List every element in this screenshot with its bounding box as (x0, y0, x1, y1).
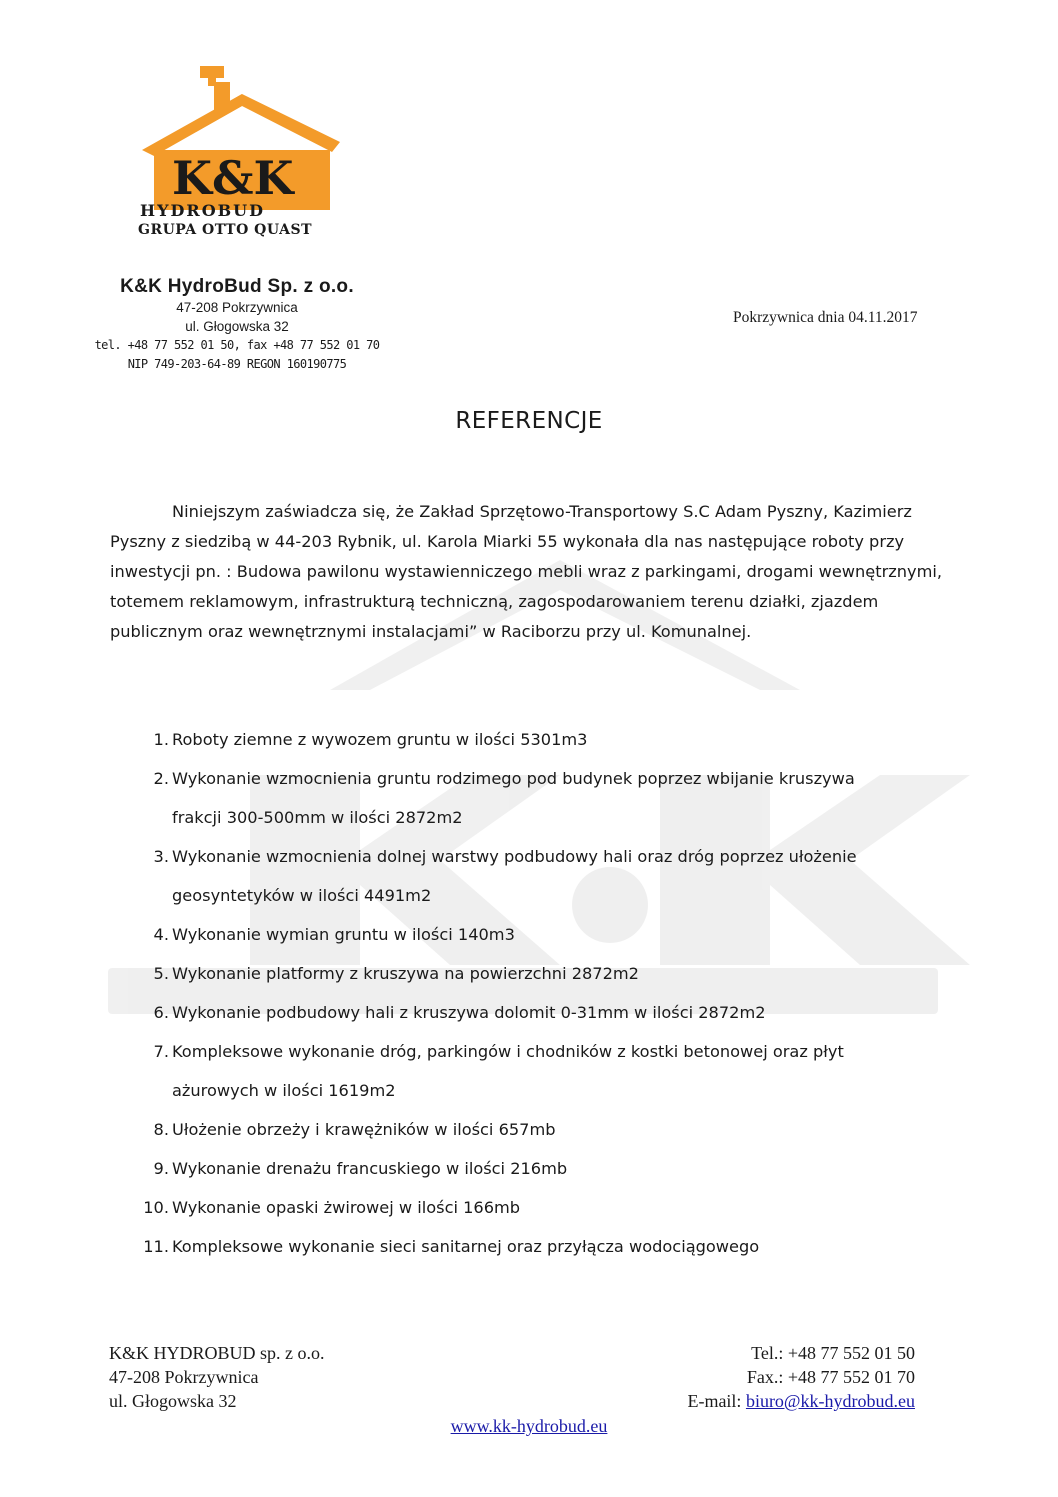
intro-paragraph (110, 497, 950, 647)
list-item: 10. Wykonanie opaski żwirowej w ilości 166mb (143, 1198, 521, 1217)
footer-website (0, 1416, 1058, 1437)
company-logo (130, 62, 380, 242)
sender-ids: NIP 749-203-64-89 REGON 160190775 (127, 357, 347, 371)
works-list (110, 720, 950, 1266)
logo-brand: HYDROBUD (140, 201, 265, 220)
intro-text: Niniejszym zaświadcza się, że Zakład Sprzętowo-Transportowy S.C Adam Pyszny, Kazimierz Pyszny z siedzibą w 44-203 Rybnik, ul. Karola Miarki 55 wykonała dla nas następujące roboty przy inwestycji pn. : Budowa pawilonu wystawienniczego mebli wraz z parkingami, drogami wewnętrznymi, totemem reklamowym, infrastrukturą techniczną, zagospodarowaniem terenu działki, zjazdem publicznym oraz wewnętrznymi instalacjami” w Raciborzu przy ul. Komunalnej. (110, 502, 943, 641)
email-link[interactable]: biuro@kk-hydrobud.eu (745, 1391, 915, 1411)
footer-contact (687, 1341, 915, 1413)
website-link[interactable]: www.kk-hydrobud.eu (450, 1416, 608, 1436)
sender-phones: tel. +48 77 552 01 50, fax +48 77 552 01 70 (94, 338, 380, 352)
footer-tel: Tel.: +48 77 552 01 50 (751, 1343, 915, 1363)
document-title: REFERENCJE (455, 408, 603, 434)
footer-company: K&K HYDROBUD sp. z o.o. (109, 1343, 325, 1363)
list-item: 11. Kompleksowe wykonanie sieci sanitarnej oraz przyłącza wodociągowego (143, 1237, 760, 1256)
footer-email-row (687, 1389, 915, 1413)
sender-postal: 47-208 Pokrzywnica (176, 300, 298, 315)
footer-fax: Fax.: +48 77 552 01 70 (746, 1367, 915, 1387)
list-item: 4. Wykonanie wymian gruntu w ilości 140m3 (153, 925, 515, 944)
list-item: 2. Wykonanie wzmocnienia gruntu rodzimego pod budynek poprzez wbijanie kruszywa frakcji 300-500mm w ilości 2872m2 (153, 769, 855, 827)
list-item: 3. Wykonanie wzmocnienia dolnej warstwy podbudowy hali oraz dróg poprzez ułożenie geosyntetyków w ilości 4491m2 (153, 847, 857, 905)
list-item: 7. Kompleksowe wykonanie dróg, parkingów i chodników z kostki betonowej oraz płyt ażurowych w ilości 1619m2 (153, 1042, 844, 1100)
list-item: 9. Wykonanie drenażu francuskiego w ilości 216mb (153, 1159, 568, 1178)
footer-street: ul. Głogowska 32 (109, 1391, 237, 1411)
list-item: 8. Ułożenie obrzeży i krawężników w ilości 657mb (153, 1120, 556, 1139)
logo-group: GRUPA OTTO QUAST (138, 222, 313, 238)
sender-block (92, 276, 382, 374)
sender-street: ul. Głogowska 32 (185, 319, 289, 334)
document-date: Pokrzywnica dnia 04.11.2017 (733, 309, 918, 326)
footer-email-label: E-mail: (687, 1391, 746, 1411)
sender-company: K&K HydroBud Sp. z o.o. (120, 276, 354, 297)
logo-monogram: K&K (172, 151, 294, 205)
footer-postal: 47-208 Pokrzywnica (109, 1367, 259, 1387)
list-item: 5. Wykonanie platformy z kruszywa na powierzchni 2872m2 (153, 964, 639, 983)
list-item: 6. Wykonanie podbudowy hali z kruszywa dolomit 0-31mm w ilości 2872m2 (153, 1003, 766, 1022)
footer-address (109, 1341, 325, 1413)
list-item: 1. Roboty ziemne z wywozem gruntu w ilości 5301m3 (153, 730, 588, 749)
